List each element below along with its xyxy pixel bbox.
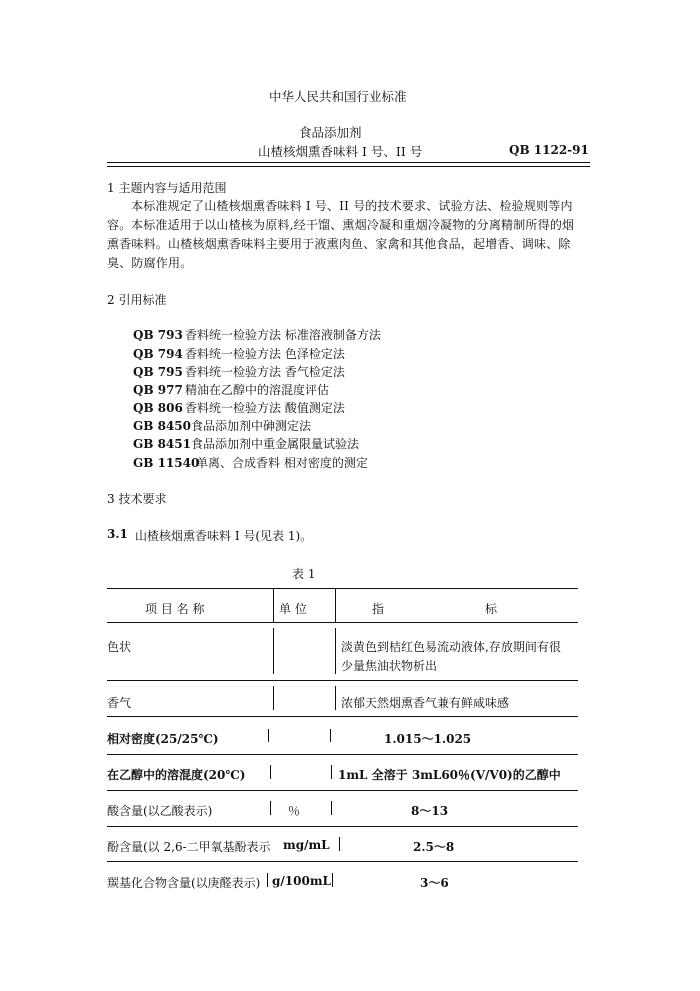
table-cell-item: 羰基化合物含量(以庚醛表示) [107, 876, 261, 890]
table-cell-spec: 8～13 [411, 804, 449, 818]
column-divider [331, 801, 332, 815]
table-cell-spec: 少量焦油状物析出 [341, 659, 438, 673]
column-divider [331, 765, 332, 779]
column-divider [273, 628, 274, 674]
column-divider [332, 873, 333, 887]
table-rule [107, 622, 578, 623]
reference-code: GB 8450 [133, 419, 191, 433]
column-divider [268, 729, 269, 742]
reference-item [133, 417, 311, 434]
table-caption: 表 1 [292, 567, 316, 581]
column-divider [267, 873, 268, 887]
reference-code: QB 793 [133, 328, 183, 342]
reference-title: 食品添加剂中砷测定法 [191, 419, 312, 433]
reference-code: GB 8451 [133, 437, 191, 451]
reference-title: 香料统一检验方法 标准溶液制备方法 [185, 328, 381, 342]
column-divider [339, 837, 340, 851]
section-1-para-2: 本标准适用于以山楂核为原料,经干馏、熏烟冷凝和重烟冷凝物的分离精制所得的烟熏香味料。山楂核烟熏香味料主要用于液熏肉鱼、家禽和其他食品，起增香、调味、除臭、防腐作用。 [107, 218, 575, 270]
reference-title: 香料统一检验方法 酸值测定法 [185, 401, 345, 415]
reference-item [133, 381, 329, 398]
reference-item [133, 363, 345, 380]
industry-standard-label: 中华人民共和国行业标准 [269, 89, 407, 104]
column-divider [273, 686, 274, 710]
column-divider [270, 765, 271, 779]
table-cell-unit: ％ [288, 804, 301, 818]
column-header-spec-b: 标 [485, 602, 498, 616]
table-cell-item: 酚含量(以 2,6-二甲氧基酚表示 [107, 840, 271, 854]
table-cell-item: 相对密度(25/25℃) [107, 732, 219, 746]
reference-title: 香料统一检验方法 色泽检定法 [185, 347, 345, 361]
reference-code: QB 806 [133, 401, 183, 415]
reference-code: QB 795 [133, 365, 183, 379]
table-rule [107, 790, 578, 791]
reference-title: 单离、合成香料 相对密度的测定 [196, 456, 368, 470]
subsection-3-1-number: 3.1 [107, 527, 128, 541]
table-cell-spec: 3～6 [420, 876, 449, 890]
standard-category: 食品添加剂 [299, 125, 362, 140]
reference-code: GB 11540 [133, 456, 200, 470]
column-divider [335, 686, 336, 710]
column-divider [335, 588, 336, 622]
section-2-heading: 2 引用标准 [107, 293, 167, 307]
standard-title: 山楂核烟熏香味料 I 号、II 号 [258, 144, 423, 159]
table-cell-item: 酸含量(以乙酸表示) [107, 804, 213, 818]
reference-code: QB 794 [133, 347, 183, 361]
section-1-para-1: 本标准规定了山楂核烟熏香味料 I 号、II 号的技术要求、试验方法、检验规则等内容。 [107, 199, 573, 232]
table-cell-spec: 浓郁天然烟熏香气兼有鲜咸味感 [341, 696, 510, 710]
section-3-heading: 3 技术要求 [107, 492, 167, 506]
reference-item [133, 454, 368, 471]
column-divider [270, 801, 271, 815]
reference-title: 精油在乙醇中的溶混度评估 [185, 383, 330, 397]
table-rule [107, 861, 578, 862]
table-cell-spec: 1mL 全溶于 3mL60％(V/V0)的乙醇中 [338, 768, 561, 782]
table-cell-item: 色状 [107, 640, 132, 654]
column-divider [273, 588, 274, 622]
column-divider [330, 729, 331, 742]
column-header-item: 项 目 名 称 [145, 602, 205, 616]
column-divider [335, 628, 336, 674]
table-rule [107, 826, 578, 827]
column-header-unit: 单 位 [279, 602, 307, 616]
table-rule [107, 680, 578, 681]
table-cell-spec: 2.5～8 [413, 840, 455, 854]
table-rule [107, 588, 578, 589]
table-cell-item: 在乙醇中的溶混度(20℃) [107, 768, 246, 782]
reference-code: QB 977 [133, 383, 183, 397]
table-cell-item: 香气 [107, 696, 132, 710]
subsection-3-1-text: 山楂核烟熏香味料 I 号(见表 1)。 [135, 529, 313, 543]
table-cell-unit: g/100mL [272, 874, 331, 888]
standard-code: QB 1122-91 [509, 143, 589, 157]
reference-title: 香料统一检验方法 香气检定法 [185, 365, 345, 379]
reference-item [133, 435, 359, 452]
reference-item [133, 399, 345, 416]
section-1-heading: 1 主题内容与适用范围 [107, 181, 227, 195]
table-cell-spec: 淡黄色到桔红色易流动液体,存放期间有很 [341, 640, 561, 654]
table-rule [107, 754, 578, 755]
table-rule [107, 716, 578, 717]
header-rule [107, 162, 590, 167]
reference-title: 食品添加剂中重金属限量试验法 [191, 437, 360, 451]
reference-item [133, 326, 381, 343]
table-cell-unit: mg/mL [283, 838, 330, 852]
table-cell-spec: 1.015～1.025 [384, 732, 472, 746]
column-header-spec-a: 指 [372, 602, 385, 616]
reference-item [133, 345, 345, 362]
